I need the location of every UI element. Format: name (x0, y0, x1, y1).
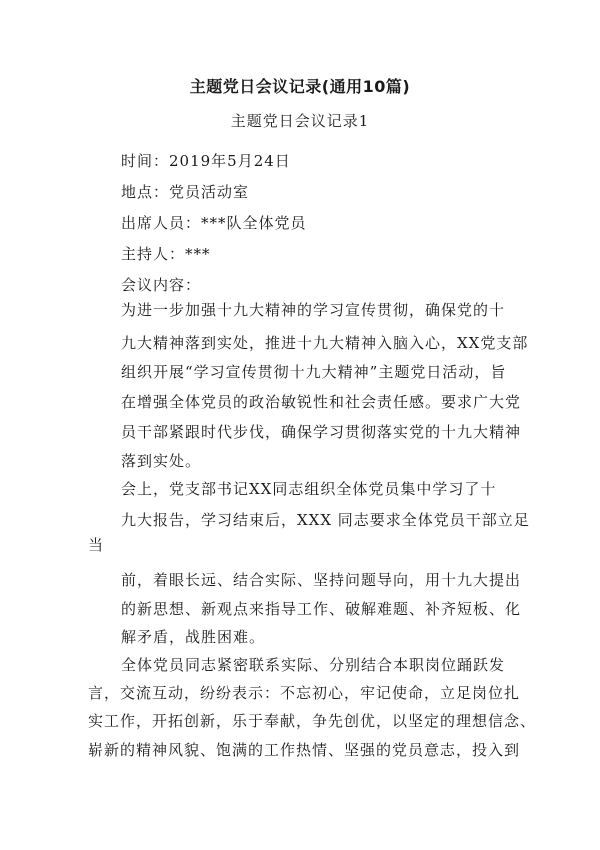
paragraph-2-line: 会上，党支部书记XX同志组织全体党员集中学习了十 (121, 480, 497, 498)
meeting-time: 时间：2019年5月24日 (121, 152, 291, 170)
paragraph-3-line: 全体党员同志紧密联系实际、分别结合本职岗位踊跃发 (121, 656, 506, 674)
meeting-attendees: 出席人员：***队全体党员 (121, 214, 307, 232)
paragraph-1-line: 在增强全体党员的政治敏锐性和社会责任感。要求广大党 (121, 393, 522, 411)
paragraph-1-line: 为进一步加强十九大精神的学习宣传贯彻，确保党的十 (121, 301, 506, 319)
paragraph-2-line: 解矛盾，战胜困难。 (121, 628, 266, 646)
paragraph-1-line: 员干部紧跟时代步伐，确保学习贯彻落实党的十九大精神 (121, 423, 522, 441)
paragraph-1-line: 落到实处。 (121, 452, 202, 470)
document-title: 主题党日会议记录(通用10篇) (189, 77, 411, 96)
meeting-content-label: 会议内容： (121, 276, 202, 294)
paragraph-1-line: 组织开展“学习宣传贯彻十九大精神”主题党日活动，旨 (121, 363, 507, 381)
meeting-host: 主持人：*** (121, 245, 211, 263)
meeting-place: 地点：党员活动室 (121, 183, 250, 201)
paragraph-3-line: 言，交流互动，纷纷表示：不忘初心，牢记使命，立足岗位扎 (88, 684, 521, 702)
paragraph-2-line: 前，着眼长远、结合实际、坚持问题导向，用十九大提出 (121, 571, 522, 589)
paragraph-3-line: 崭新的精神风貌、饱满的工作热情、坚强的党员意志，投入到 (88, 741, 521, 759)
paragraph-2-line: 当 (88, 536, 105, 554)
paragraph-2-line: 九大报告，学习结束后，XXX 同志要求全体党员干部立足 (121, 511, 530, 529)
paragraph-3-line: 实工作，开拓创新，乐于奉献，争先创优，以坚定的理想信念、 (88, 712, 537, 730)
document-subtitle: 主题党日会议记录1 (230, 112, 370, 130)
paragraph-2-line: 的新思想、新观点来指导工作、破解难题、补齐短板、化 (121, 600, 522, 618)
paragraph-1-line: 九大精神落到实处，推进十九大精神入脑入心，XX党支部 (121, 334, 529, 352)
